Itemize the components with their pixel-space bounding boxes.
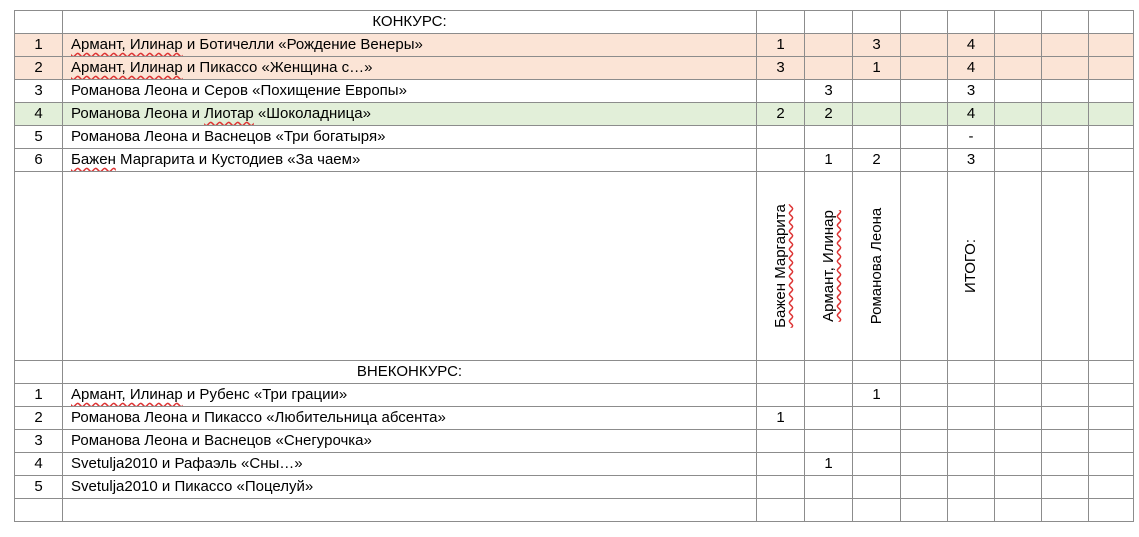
- judges-header-row: [15, 172, 1134, 361]
- vnekonkurs-title: ВНЕКОНКУРС:: [63, 361, 757, 384]
- table-row: [15, 430, 1134, 453]
- row-number: 3: [15, 80, 63, 103]
- total-cell: 4: [948, 57, 995, 80]
- vnekonkurs-header-row: [15, 361, 1134, 384]
- entry-name: Романова Леона и Пикассо «Любительница абсента»: [63, 407, 757, 430]
- table-row: [15, 384, 1134, 407]
- score-cell: 1: [757, 34, 805, 57]
- judge-3-label: Романова Леона: [867, 207, 885, 325]
- score-cell: [757, 453, 805, 476]
- entry-name: Svetulja2010 и Пикассо «Поцелуй»: [63, 476, 757, 499]
- total-label: ИТОГО:: [962, 238, 979, 294]
- entry-name: Романова Леона и Васнецов «Три богатыря»: [63, 126, 757, 149]
- judge-header: [757, 172, 805, 361]
- score-cell: [901, 149, 948, 172]
- total-cell: 3: [948, 80, 995, 103]
- judge-header: [805, 172, 853, 361]
- judge-header: [853, 172, 901, 361]
- row-number: 4: [15, 453, 63, 476]
- score-cell: [757, 80, 805, 103]
- table-row: [15, 149, 1134, 172]
- score-cell: 2: [853, 149, 901, 172]
- score-cell: 2: [805, 103, 853, 126]
- score-cell: [853, 126, 901, 149]
- entry-name: Романова Леона и Серов «Похищение Европы»: [63, 80, 757, 103]
- entry-name: Svetulja2010 и Рафаэль «Сны…»: [63, 453, 757, 476]
- score-cell: 1: [853, 384, 901, 407]
- judge-2-label: Армант, Илинар: [819, 210, 837, 322]
- row-number: 4: [15, 103, 63, 126]
- total-cell: 3: [948, 149, 995, 172]
- score-cell: [853, 476, 901, 499]
- row-number: 2: [15, 407, 63, 430]
- score-cell: [805, 476, 853, 499]
- entry-name: Романова Леона и Лиотар «Шоколадница»: [63, 103, 757, 126]
- score-cell: 3: [805, 80, 853, 103]
- score-cell: [901, 34, 948, 57]
- score-cell: [805, 126, 853, 149]
- score-cell: [805, 57, 853, 80]
- score-cell: [853, 103, 901, 126]
- total-cell: 4: [948, 103, 995, 126]
- entry-name: Армант, Илинар и Пикассо «Женщина с…»: [63, 57, 757, 80]
- score-cell: 1: [757, 407, 805, 430]
- table-row: [15, 103, 1134, 126]
- judge-1-label: Бажен Маргарита: [771, 204, 789, 328]
- row-number: 1: [15, 34, 63, 57]
- table-row: [15, 407, 1134, 430]
- entry-name: Бажен Маргарита и Кустодиев «За чаем»: [63, 149, 757, 172]
- score-cell: 1: [805, 453, 853, 476]
- row-number: 2: [15, 57, 63, 80]
- score-cell: 1: [853, 57, 901, 80]
- score-cell: [853, 80, 901, 103]
- score-cell: [757, 476, 805, 499]
- score-cell: 3: [757, 57, 805, 80]
- results-table: [14, 10, 1134, 522]
- table-row: [15, 34, 1134, 57]
- score-cell: [901, 126, 948, 149]
- score-cell: [757, 149, 805, 172]
- konkurs-header-row: [15, 11, 1134, 34]
- table-row: [15, 80, 1134, 103]
- total-header: [948, 172, 995, 361]
- score-cell: [805, 34, 853, 57]
- row-number: 5: [15, 126, 63, 149]
- score-cell: [805, 407, 853, 430]
- score-cell: [757, 384, 805, 407]
- table-row: [15, 126, 1134, 149]
- konkurs-title: КОНКУРС:: [63, 11, 757, 34]
- score-cell: [901, 57, 948, 80]
- score-cell: [757, 430, 805, 453]
- score-cell: [757, 126, 805, 149]
- score-cell: 3: [853, 34, 901, 57]
- score-cell: [805, 430, 853, 453]
- row-number: 6: [15, 149, 63, 172]
- empty-row: [15, 499, 1134, 522]
- score-cell: [901, 103, 948, 126]
- score-cell: 1: [805, 149, 853, 172]
- score-cell: [853, 453, 901, 476]
- total-cell: 4: [948, 34, 995, 57]
- row-number: 1: [15, 384, 63, 407]
- total-cell: -: [948, 126, 995, 149]
- score-cell: [901, 80, 948, 103]
- entry-name: Армант, Илинар и Рубенс «Три грации»: [63, 384, 757, 407]
- row-number: 3: [15, 430, 63, 453]
- row-number: 5: [15, 476, 63, 499]
- entry-name: Армант, Илинар и Ботичелли «Рождение Венеры»: [63, 34, 757, 57]
- table-row: [15, 57, 1134, 80]
- score-cell: [853, 407, 901, 430]
- score-cell: [805, 384, 853, 407]
- score-cell: 2: [757, 103, 805, 126]
- entry-name: Романова Леона и Васнецов «Снегурочка»: [63, 430, 757, 453]
- table-row: [15, 453, 1134, 476]
- table-row: [15, 476, 1134, 499]
- score-cell: [853, 430, 901, 453]
